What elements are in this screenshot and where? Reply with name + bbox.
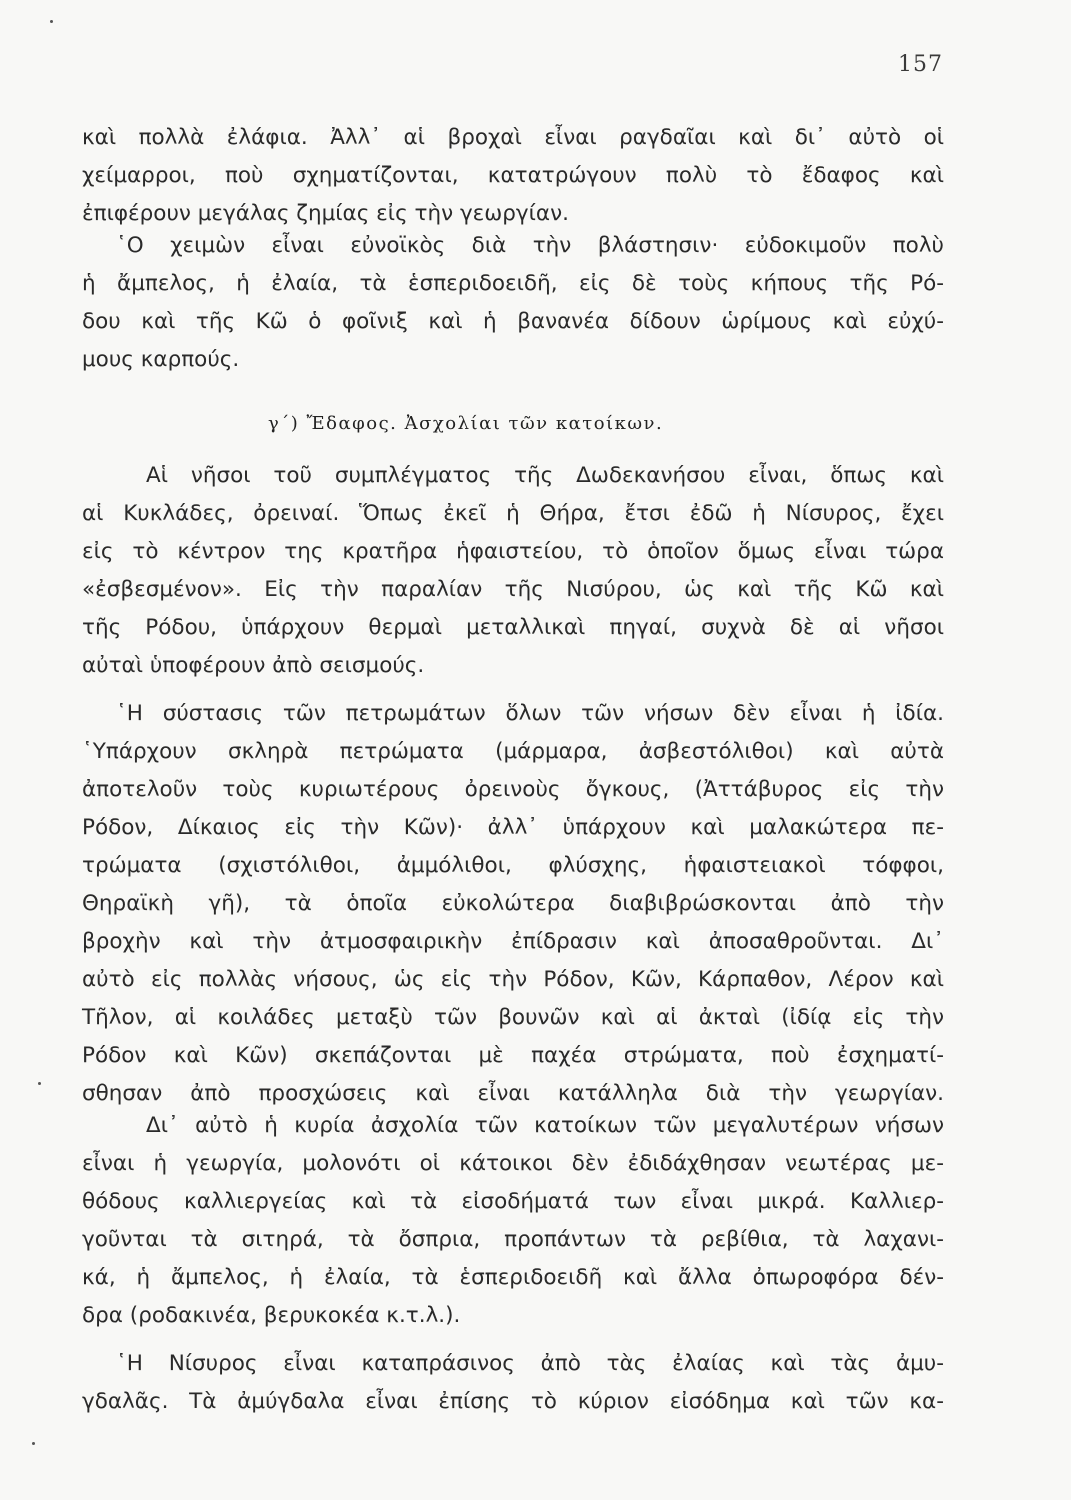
text-line: δρα (ροδακινέα, βερυκοκέα κ.τ.λ.). <box>82 1303 461 1328</box>
text-line: Ρόδον, Δίκαιος εἰς τὴν Κῶν)· ἀλλ᾿ ὑπάρχουν καὶ μαλακώτερα πε- <box>82 815 944 840</box>
text-line: ἀποτελοῦν τοὺς κυριωτέρους ὀρεινοὺς ὄγκους, (Ἀττάβυρος εἰς τὴν <box>82 777 944 802</box>
text-line: δου καὶ τῆς Κῶ ὁ φοῖνιξ καὶ ἡ βανανέα δίδουν ὡρίμους καὶ εὐχύ- <box>82 309 944 334</box>
text-line: βροχὴν καὶ τὴν ἀτμοσφαιρικὴν ἐπίδρασιν καὶ ἀποσαθροῦνται. Δι᾿ <box>82 929 944 954</box>
text-line: ῾Η Νίσυρος εἶναι καταπράσινος ἀπὸ τὰς ἐλαίας καὶ τὰς ἀμυ- <box>116 1351 944 1376</box>
text-line: Δι᾿ αὐτὸ ἡ κυρία ἀσχολία τῶν κατοίκων τῶν μεγαλυτέρων νήσων <box>146 1113 944 1138</box>
text-line: Θηραϊκὴ γῆ), τὰ ὁποῖα εὐκολώτερα διαβιβρώσκονται ἀπὸ τὴν <box>82 891 944 916</box>
text-line: αὐταὶ ὑποφέρουν ἀπὸ σεισμούς. <box>82 653 425 678</box>
text-line: ἡ ἄμπελος, ἡ ἐλαία, τὰ ἑσπεριδοειδῆ, εἰς δὲ τοὺς κήπους τῆς Ρό- <box>82 271 944 296</box>
text-line: αὐτὸ εἰς πολλὰς νήσους, ὡς εἰς τὴν Ρόδον, Κῶν, Κάρπαθον, Λέρον καὶ <box>82 967 944 992</box>
text-line: ῾Υπάρχουν σκληρὰ πετρώματα (μάρμαρα, ἀσβεστόλιθοι) καὶ αὐτὰ <box>82 739 944 764</box>
text-line: Ρόδον καὶ Κῶν) σκεπάζονται μὲ παχέα στρώματα, ποὺ ἐσχηματί- <box>82 1043 944 1068</box>
text-line: καὶ πολλὰ ἐλάφια. Ἀλλ᾿ αἱ βροχαὶ εἶναι ραγδαῖαι καὶ δι᾿ αὐτὸ οἱ <box>82 125 944 150</box>
text-line: ῾Η σύστασις τῶν πετρωμάτων ὅλων τῶν νήσων δὲν εἶναι ἡ ἰδία. <box>116 701 944 726</box>
page-number: 157 <box>898 52 943 77</box>
text-line: εἶναι ἡ γεωργία, μολονότι οἱ κάτοικοι δὲν ἐδιδάχθησαν νεωτέρας με- <box>82 1151 944 1176</box>
text-line: μους καρπούς. <box>82 347 240 372</box>
text-line: θόδους καλλιεργείας καὶ τὰ εἰσοδήματά των εἶναι μικρά. Καλλιερ- <box>82 1189 944 1214</box>
text-line: σθησαν ἀπὸ προσχώσεις καὶ εἶναι κατάλληλα διὰ τὴν γεωργίαν. <box>82 1081 944 1106</box>
text-line: «ἐσβεσμένον». Εἰς τὴν παραλίαν τῆς Νισύρου, ὡς καὶ τῆς Κῶ καὶ <box>82 577 944 602</box>
text-line: τρώματα (σχιστόλιθοι, ἀμμόλιθοι, φλύσχης, ἡφαιστειακοὶ τόφφοι, <box>82 853 944 878</box>
text-line: εἰς τὸ κέντρον της κρατῆρα ἡφαιστείου, τὸ ὁποῖον ὅμως εἶναι τώρα <box>82 539 944 564</box>
text-line: χείμαρροι, ποὺ σχηματίζονται, κατατρώγουν πολὺ τὸ ἔδαφος καὶ <box>82 163 944 188</box>
scan-speck <box>32 1442 35 1445</box>
text-line: γοῦνται τὰ σιτηρά, τὰ ὄσπρια, προπάντων τὰ ρεβίθια, τὰ λαχανι- <box>82 1227 944 1252</box>
scan-speck <box>38 1082 41 1085</box>
text-line: αἱ Κυκλάδες, ὀρειναί. Ὅπως ἐκεῖ ἡ Θήρα, ἔτσι ἐδῶ ἡ Νίσυρος, ἔχει <box>82 501 944 526</box>
text-line: Τῆλον, αἱ κοιλάδες μεταξὺ τῶν βουνῶν καὶ αἱ ἀκταὶ (ἰδίᾳ εἰς τὴν <box>82 1005 944 1030</box>
text-line: κά, ἡ ἄμπελος, ἡ ἐλαία, τὰ ἑσπεριδοειδῆ καὶ ἄλλα ὀπωροφόρα δέν- <box>82 1265 944 1290</box>
section-heading: γ΄) Ἔδαφος. Ἀσχολίαι τῶν κατοίκων. <box>268 413 664 434</box>
text-line: Αἱ νῆσοι τοῦ συμπλέγματος τῆς Δωδεκανήσου εἶναι, ὅπως καὶ <box>146 463 944 488</box>
text-line: ῾Ο χειμὼν εἶναι εὐνοϊκὸς διὰ τὴν βλάστησιν· εὐδοκιμοῦν πολὺ <box>116 233 944 258</box>
text-line: γδαλᾶς. Τὰ ἀμύγδαλα εἶναι ἐπίσης τὸ κύριον εἰσόδημα καὶ τῶν κα- <box>82 1389 944 1414</box>
text-line: ἐπιφέρουν μεγάλας ζημίας εἰς τὴν γεωργίαν. <box>82 201 569 226</box>
text-line: τῆς Ρόδου, ὑπάρχουν θερμαὶ μεταλλικαὶ πηγαί, συχνὰ δὲ αἱ νῆσοι <box>82 615 944 640</box>
scan-speck <box>50 20 53 23</box>
